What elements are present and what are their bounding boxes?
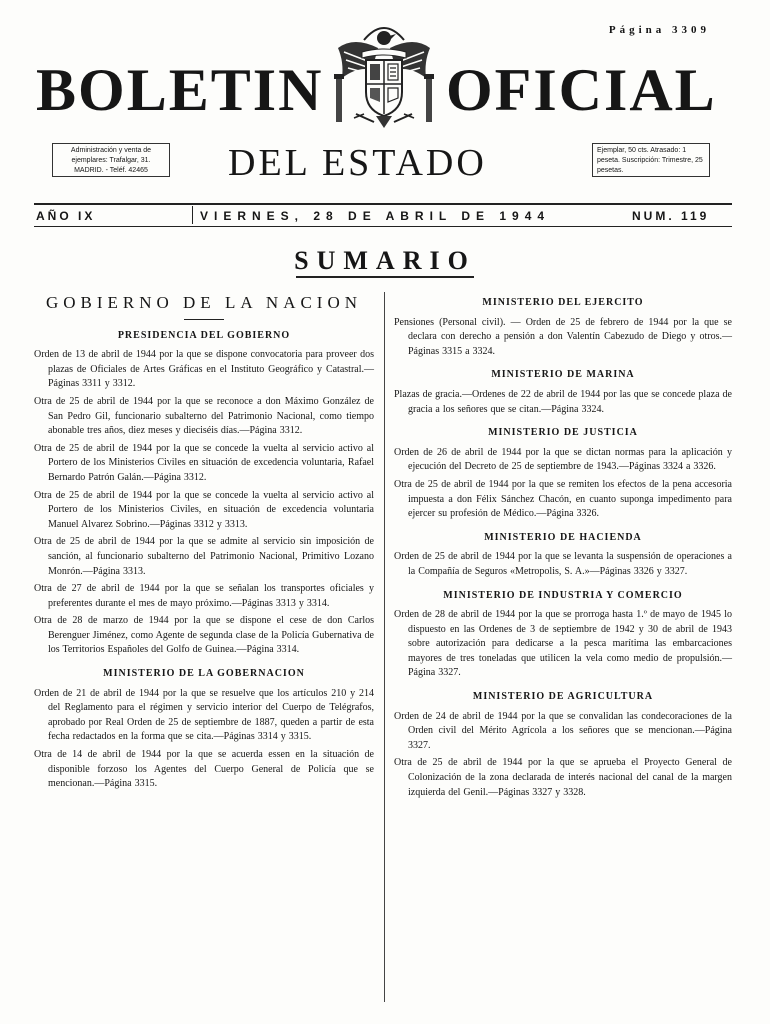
summary-entry: Orden de 25 de abril de 1944 por la que se levanta la suspensión de operaciones a la Compañía de Seguros «Metropolis, S. A.»—Páginas 3326 y 3327. [394,551,732,577]
ministry-heading: MINISTERIO DEL EJERCITO [482,297,644,308]
summary-entry: Otra de 25 de abril de 1944 por la que se concede la vuelta al servicio activo al Portero de los Ministerios Civiles en situación de excedencia voluntaria, Rafael Bernardo Patrón Galán.—Página 3312. [34,442,374,483]
ministry-heading: MINISTERIO DE INDUSTRIA Y COMERCIO [443,589,683,601]
summary-entry: Plazas de gracia.—Ordenes de 22 de abril de 1944 por las que se concede plaza de gracia a los señores que se citan.—Página 3324. [394,388,732,415]
summary-entry: Otra de 25 de abril de 1944 por la que se aprueba el Proyecto General de Colonización de la zona declarada de interés nacional del canal de la margen izquierda del Genil.—Páginas 3327 y 3328. [394,757,732,798]
ministry-heading: PRESIDENCIA DEL GOBIERNO [117,329,291,341]
column-divider [384,292,385,1002]
heading-rule [184,319,224,320]
header-rule-bottom [34,226,732,227]
coat-of-arms-emblem [334,18,434,130]
ministry-section [394,531,732,580]
summary-entry: Otra de 25 de abril de 1944 por la que se admite al servicio sin imposición de sanción, al funcionario subalterno del Patrimonio Nacional, Primitivo Lozano Monrón.—Página 3313. [34,536,374,577]
summary-entry: Orden de 13 de abril de 1944 por la que se dispone convocatoria para proveer dos plazas de Oficiales de Artes Gráficas en el Instituto Geográfico y Catastral.—Páginas 3311 y 3312. [34,349,374,390]
masthead-subtitle: DEL ESTADO [228,142,487,184]
ministry-section [394,368,732,417]
right-sections [394,296,732,800]
summary-entry: Otra de 25 de abril de 1944 por la que se remiten los efectos de la pena accesoria impuesta a don Félix Sánchez Chacón, en cuanto suponga impedimento para ejercer su profesión de Médico.—Página 3326. [394,478,732,520]
summary-entry: Orden de 26 de abril de 1944 por la que se dictan normas para la aplicación y ejecución del Decreto de 25 de septiembre de 1943.—Páginas 3324 a 3326. [394,446,732,473]
summary-entry: Otra de 14 de abril de 1944 por la que se acuerda essen en la situación de disponible forzoso los Agentes del Cuerpo General de Policía que se mencionan.—Página 3315. [34,749,374,790]
ministry-section [394,426,732,522]
ministry-section [394,690,732,800]
ministry-heading: MINISTERIO DE JUSTICIA [488,427,638,439]
left-column [34,293,374,795]
right-column [394,296,732,803]
summary-entry: Pensiones (Personal civil). — Orden de 25 de febrero de 1944 por la que se declara con derecho a pensión a don Valentín Cabezudo de Diego y otros.—Páginas 3315 a 3324. [394,316,732,357]
issue-number: NUM. 119 [632,209,710,223]
summary-title-underline [296,276,474,278]
info-box-prices: Ejemplar, 50 cts. Atrasado: 1 peseta. Suscripción: Trimestre, 25 pesetas. [592,143,710,177]
left-sections [34,329,374,792]
header-rule-top [34,203,732,205]
dateline-separator [192,206,193,224]
ministry-section [394,589,732,682]
page-number: Página 3309 [608,24,710,36]
summary-entry: Otra de 25 de abril de 1944 por la que se concede la vuelta al servicio activo al Portero de los Ministerios Civiles, en situación de excedencia voluntaria Manuel Alvarez Sobrino.—Páginas 3312 y 3313. [34,489,374,530]
summary-entry: Otra de 28 de marzo de 1944 por la que se dispone el cese de don Carlos Berenguer Jiménez, como Agente de segunda clase de la Policía Gubernativa de los Territorios Españoles del Golfo de Guinea.—Página 3314. [34,615,374,656]
ministry-heading: MINISTERIO DE MARINA [491,369,635,381]
ministry-section [394,296,732,359]
ministry-heading: MINISTERIO DE LA GOBERNACION [103,668,305,680]
summary-entry: Orden de 24 de abril de 1944 por la que se convalidan las condecoraciones de la Orden civil del Mérito Agrícola a los señores que se mencionan.—Página 3327. [394,710,732,751]
info-box-administration: Administración y venta de ejemplares: Trafalgar, 31. MADRID. - Teléf. 42465 [52,143,170,177]
edition-date: VIERNES, 28 DE ABRIL DE 1944 [200,209,551,223]
ministry-heading: MINISTERIO DE HACIENDA [484,531,642,543]
ministry-section [34,329,374,658]
masthead-title-left: BOLETIN [36,57,324,123]
summary-title: SUMARIO [294,246,476,275]
masthead-title-right: OFICIAL [446,57,717,123]
summary-entry: Orden de 28 de abril de 1944 por la que se prorroga hasta 1.º de mayo de 1945 lo dispuesto en las Ordenes de 3 de septiembre de 1942 y 30 de abril de 1943 sobre autorización para dedicarse a la pesca marítima las embarcaciones mayores de tres toneladas que utilicen la vela como medio de propulsión.—Página 3327. [394,609,732,679]
summary-entry: Otra de 25 de abril de 1944 por la que se reconoce a don Máximo González de San Pedro Gil, funcionario subalterno del Patrimonio Nacional, como tiempo abonable tres años, diez meses y dieciséis días.—Página 3312. [34,395,374,437]
edition-year: AÑO IX [36,209,96,223]
ministry-section [34,667,374,792]
ministry-heading: MINISTERIO DE AGRICULTURA [472,691,654,703]
government-heading: GOBIERNO DE LA NACION [45,293,363,312]
summary-entry: Orden de 21 de abril de 1944 por la que se resuelve que los artículos 210 y 214 del Reglamento para el régimen y servicio interior del Cuerpo de Telégrafos, aprobado por Real Orden de 25 de septiembre de 1887, queden a partir de esta fecha redactados en la forma que se cita.—Páginas 3314 y 3315. [34,687,374,743]
summary-entry: Otra de 27 de abril de 1944 por la que se señalan los transportes oficiales y preferentes durante el mes de mayo próximo.—Páginas 3313 y 3314. [34,583,374,609]
